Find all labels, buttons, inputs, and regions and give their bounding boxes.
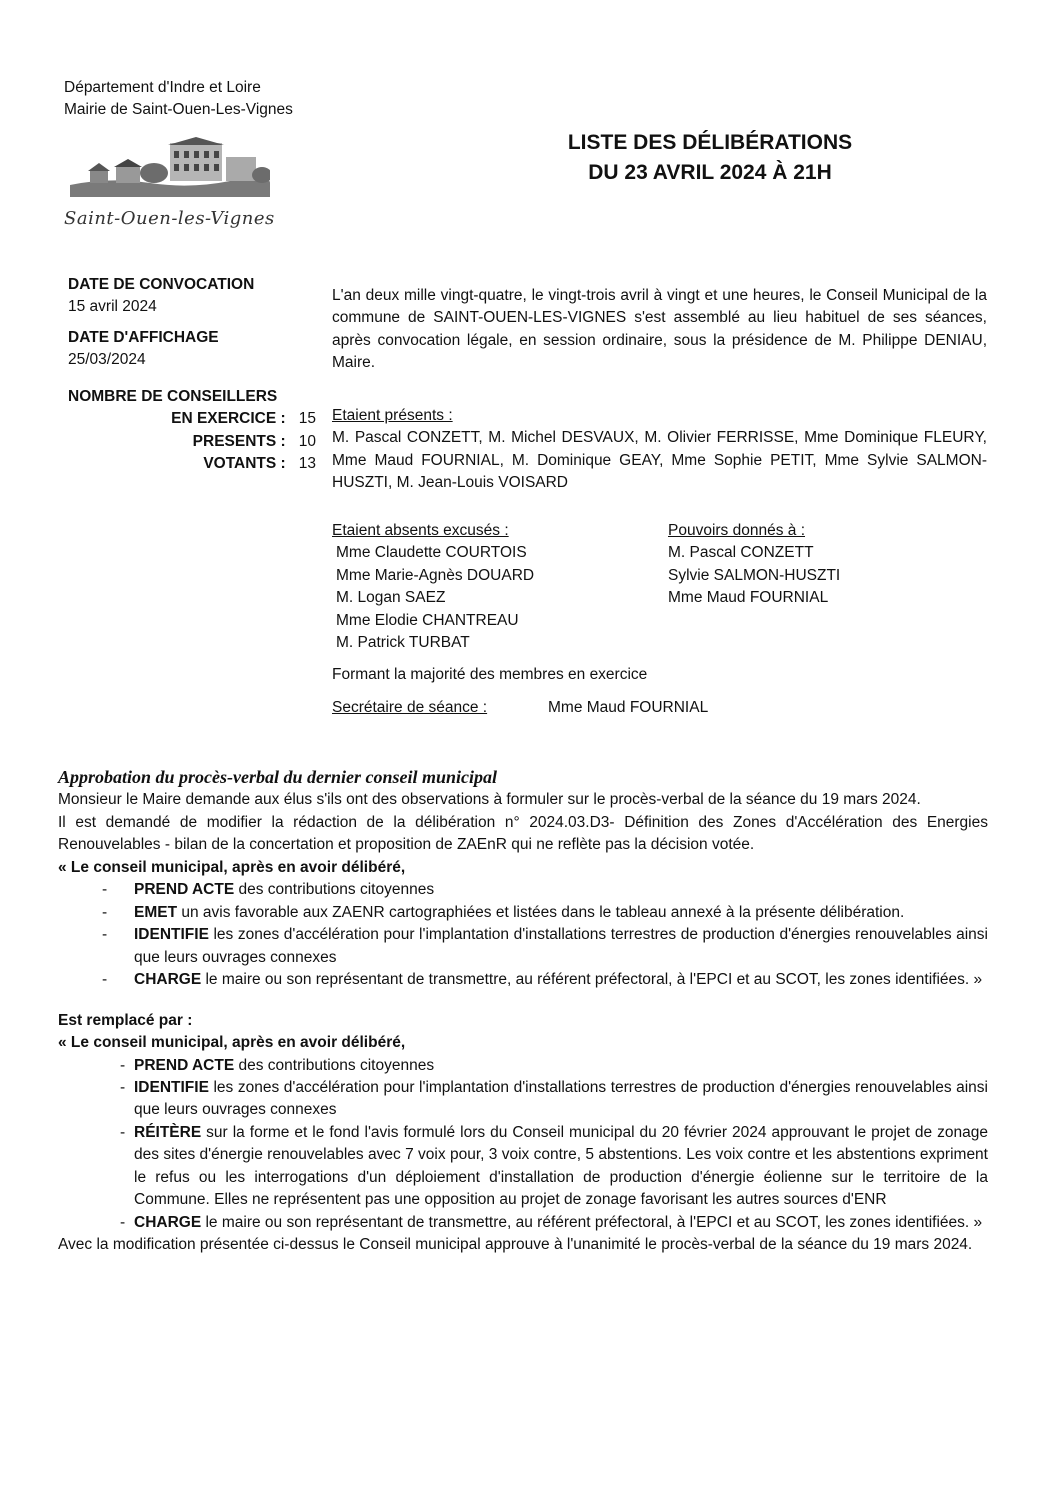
title-line-1: LISTE DES DÉLIBÉRATIONS — [567, 131, 853, 154]
item-keyword: CHARGE — [134, 971, 202, 989]
item-text: les zones d'accélération pour l'implantation d'installations terrestres de production d'énergies renouvelables ainsi que leurs ouvrages connexes — [134, 1079, 988, 1119]
list-dash: - — [120, 1056, 126, 1074]
list-dash: - — [102, 881, 108, 899]
majority-note: Formant la majorité des membres en exercice — [332, 666, 648, 683]
section-paragraph-1: Monsieur le Maire demande aux élus s'ils ont des observations à formuler sur le procès-verbal de la séance du 19 mars 2024. — [58, 791, 921, 809]
absent-name: M. Patrick TURBAT — [336, 634, 470, 652]
convocation-date: 15 avril 2024 — [68, 298, 157, 316]
secretaire-name: Mme Maud FOURNIAL — [548, 699, 709, 716]
meta-column — [68, 274, 323, 476]
item-text: sur la forme et le fond l'avis formulé lors du Conseil municipal du 20 février 2024 approuvant le projet de zonage des sites d'énergie renouvelables avec 7 voix pour, 3 voix contre, 5 abstentions. Les voix contre et les abstentions expriment le refus ou les interrogations d'un déploiement d'installation de production d'énergie éolienne sur le territoire de la Commune. Elles ne représentent pas une opposition au projet de zonage favorisant les autres sources d'ENR — [134, 1123, 988, 1209]
list-item — [58, 969, 988, 991]
secretaire-label: Secrétaire de séance : — [332, 699, 488, 716]
absents-block — [332, 520, 652, 655]
pouvoirs-block — [668, 520, 888, 610]
pouvoir-name: Sylvie SALMON-HUSZTI — [668, 566, 841, 584]
replaced-label: Est remplacé par : — [58, 1011, 193, 1029]
list-dash: - — [120, 1123, 126, 1141]
list-dash: - — [120, 1079, 126, 1097]
list-item — [58, 924, 988, 969]
quote2-intro: « Le conseil municipal, après en avoir délibéré, — [58, 1034, 406, 1052]
mairie-name: Mairie de Saint-Ouen-Les-Vignes — [64, 101, 293, 119]
quote1-list — [58, 879, 988, 991]
list-item — [58, 902, 988, 924]
votants-label: VOTANTS : — [203, 455, 286, 473]
absents-label: Etaient absents excusés : — [332, 522, 509, 539]
pouvoir-name: Mme Maud FOURNIAL — [668, 589, 829, 607]
absent-name: Mme Claudette COURTOIS — [336, 544, 527, 562]
absent-name: Mme Elodie CHANTREAU — [336, 611, 519, 629]
section-heading: Approbation du procès-verbal du dernier conseil municipal — [58, 767, 498, 787]
list-item — [58, 879, 988, 901]
item-text: un avis favorable aux ZAENR cartographiées et listées dans le tableau annexé à la présente délibération. — [177, 903, 905, 921]
pouvoir-name: M. Pascal CONZETT — [668, 544, 814, 562]
item-text: des contributions citoyennes — [234, 881, 435, 899]
item-text: des contributions citoyennes — [234, 1056, 435, 1074]
list-dash: - — [102, 903, 108, 921]
logo-script-text: Saint-Ouen-les-Vignes — [64, 208, 275, 229]
count-presents — [68, 431, 316, 453]
section-conclusion: Avec la modification présentée ci-dessus le Conseil municipal approuve à l'unanimité le procès-verbal de la séance du 19 mars 2024. — [58, 1236, 973, 1254]
count-exercice — [68, 408, 316, 430]
list-dash: - — [102, 971, 108, 989]
presents-block — [332, 405, 987, 495]
convocation-label: DATE DE CONVOCATION — [68, 276, 255, 293]
quote2-list — [58, 1055, 988, 1235]
item-text: le maire ou son représentant de transmettre, au référent préfectoral, à l'EPCI et au SCOT, les zones identifiées. » — [201, 971, 983, 989]
item-keyword: EMET — [134, 903, 178, 921]
list-item — [58, 1212, 988, 1234]
presents-count-label: PRESENTS : — [192, 432, 286, 450]
secretaire-block — [332, 697, 709, 719]
conseillers-label: NOMBRE DE CONSEILLERS — [68, 387, 278, 405]
absent-name: M. Logan SAEZ — [336, 589, 446, 607]
quote1-intro: « Le conseil municipal, après en avoir délibéré, — [58, 858, 406, 876]
votants-value: 13 — [298, 455, 316, 473]
item-text: les zones d'accélération pour l'implantation d'installations terrestres de production d'énergies renouvelables ainsi que leurs ouvrages connexes — [134, 926, 988, 966]
pouvoirs-label: Pouvoirs donnés à : — [668, 522, 806, 539]
presents-count-value: 10 — [298, 432, 316, 450]
count-votants — [68, 453, 316, 475]
item-keyword: CHARGE — [134, 1213, 202, 1231]
affichage-label: DATE D'AFFICHAGE — [68, 328, 219, 346]
exercice-value: 15 — [298, 410, 316, 428]
list-item — [58, 1055, 988, 1077]
list-dash: - — [120, 1213, 126, 1231]
item-keyword: IDENTIFIE — [134, 1079, 209, 1097]
item-text: le maire ou son représentant de transmettre, au référent préfectoral, à l'EPCI et au SCOT, les zones identifiées. » — [201, 1213, 983, 1231]
document-title — [520, 128, 900, 189]
affichage-date: 25/03/2024 — [68, 351, 146, 369]
item-keyword: PREND ACTE — [134, 881, 235, 899]
item-keyword: RÉITÈRE — [134, 1123, 202, 1141]
absent-name: Mme Marie-Agnès DOUARD — [336, 566, 535, 584]
department-name: Département d'Indre et Loire — [64, 79, 261, 96]
intro-paragraph: L'an deux mille vingt-quatre, le vingt-trois avril à vingt et une heures, le Conseil Municipal de la commune de SAINT-OUEN-LES-VIGNES s'est assemblé au lieu habituel de ses séances, après convocation légale, en session ordinaire, sous la présidence de M. Philippe DENIAU, Maire. — [332, 287, 987, 372]
list-item — [58, 1077, 988, 1122]
header-block — [64, 77, 293, 122]
title-line-2: DU 23 AVRIL 2024 À 21H — [588, 161, 832, 185]
approbation-section — [58, 766, 988, 1257]
item-keyword: PREND ACTE — [134, 1056, 235, 1074]
item-keyword: IDENTIFIE — [134, 926, 209, 944]
list-dash: - — [102, 926, 108, 944]
presents-label: Etaient présents : — [332, 407, 453, 424]
village-logo — [70, 137, 270, 197]
presents-names: M. Pascal CONZETT, M. Michel DESVAUX, M. Olivier FERRISSE, Mme Dominique FLEURY, Mme Maud FOURNIAL, M. Dominique GEAY, Mme Sophie PETIT, Mme Sylvie SALMON-HUSZTI, M. Jean-Louis VOISARD — [332, 429, 987, 492]
section-paragraph-2: Il est demandé de modifier la rédaction de la délibération n° 2024.03.D3- Définition des Zones d'Accélération des Energies Renouvelables - bilan de la concertation et proposition de ZAEnR qui ne reflète pas la décision votée. — [58, 813, 988, 854]
list-item — [58, 1122, 988, 1212]
exercice-label: EN EXERCICE : — [171, 410, 286, 428]
